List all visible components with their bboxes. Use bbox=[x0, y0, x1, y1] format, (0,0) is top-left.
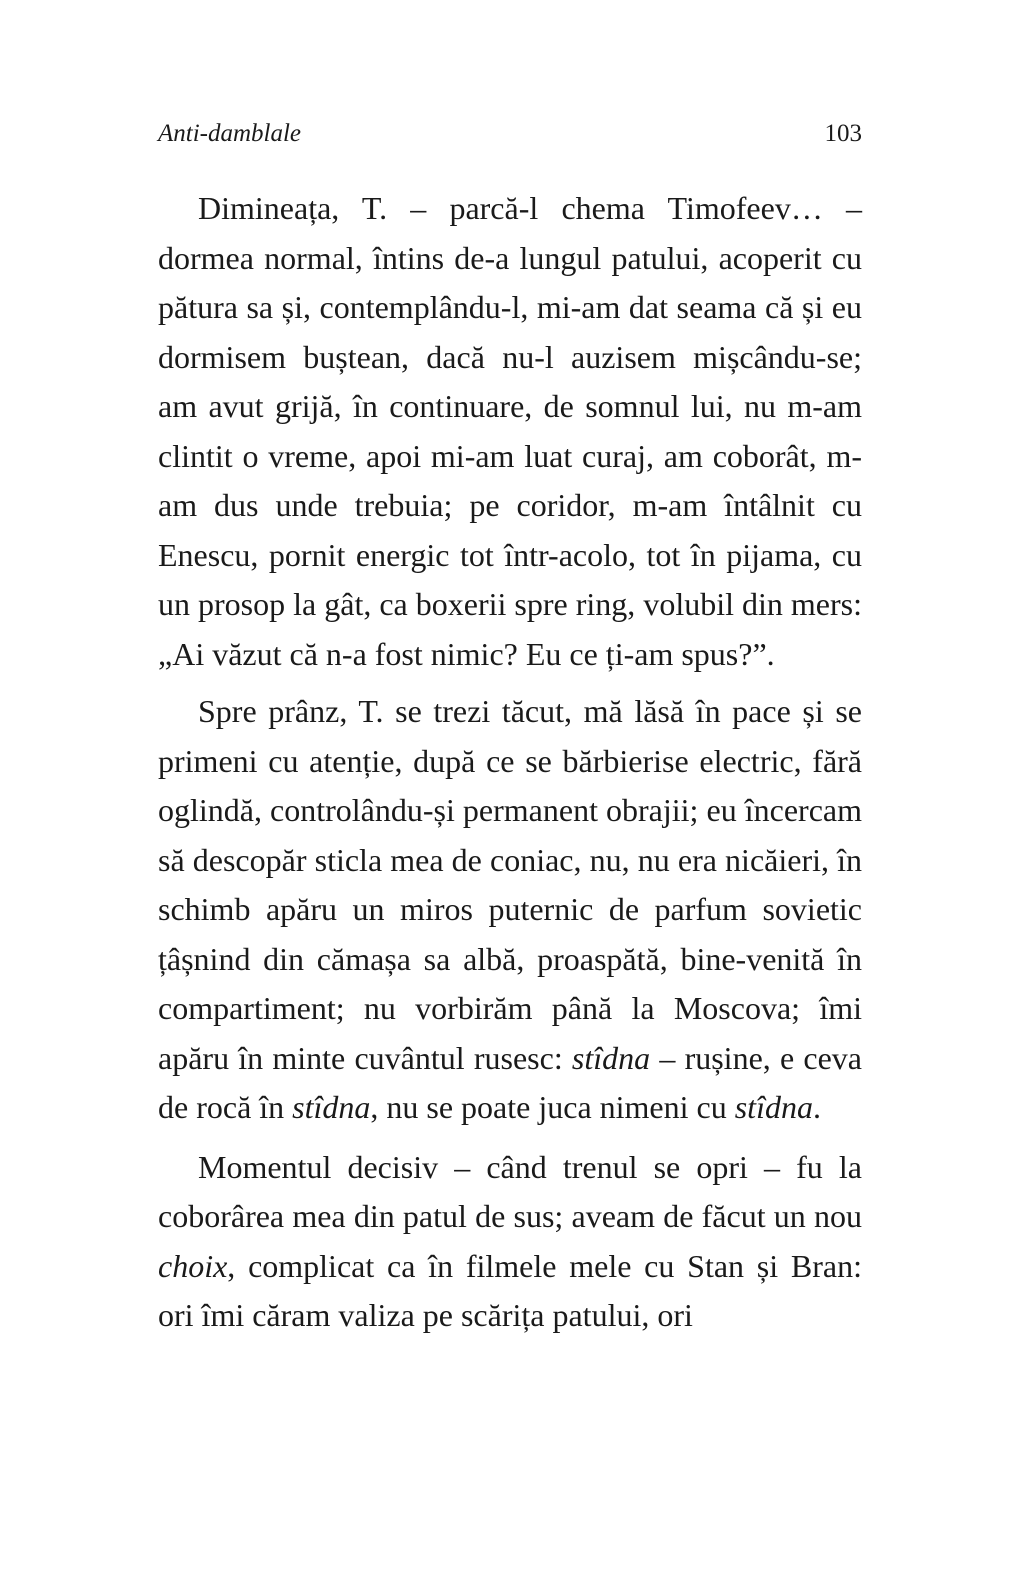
paragraph-2-text-a: Spre prânz, T. se trezi tăcut, mă lăsă în pace și se primeni cu atenție, după ce se bărbierise electric, fără oglindă, controlându-și permanent obrajii; eu încercam să descopăr sticla mea de coniac, nu, nu era nicăieri, în schimb apăru un miros puternic de parfum sovietic țâșnind din cămașa sa albă, proaspătă, bine-venită în compartiment; nu vorbirăm până la Moscova; îmi apăru în minte cuvântul rusesc: bbox=[158, 693, 862, 1076]
running-head bbox=[158, 120, 862, 148]
body-text bbox=[158, 184, 862, 1341]
italic-word: stîdna bbox=[292, 1089, 371, 1125]
running-title: Anti-damblale bbox=[158, 120, 302, 147]
paragraph-1: Dimineața, T. – parcă-l chema Timofeev… – dormea normal, întins de-a lungul patului, acoperit cu pătura sa și, contemplându-l, mi-am dat seama că și eu dormisem buștean, dacă nu-l auzisem mișcându-se; am avut grijă, în continuare, de somnul lui, nu m-am clintit o vreme, apoi mi-am luat curaj, am coborât, m-am dus unde trebuia; pe coridor, m-am întâlnit cu Enescu, pornit energic tot într-acolo, tot în pijama, cu un prosop la gât, ca boxerii spre ring, volubil din mers: „Ai văzut că n-a fost nimic? Eu ce ți-am spus?”. bbox=[158, 190, 862, 672]
paragraph-2 bbox=[158, 687, 862, 1133]
paragraph-2-text-b: – rușine, e ceva de rocă în bbox=[158, 1039, 863, 1125]
italic-word: stîdna bbox=[734, 1089, 813, 1125]
paragraph-2-text-c: , nu se poate juca nimeni cu bbox=[370, 1089, 735, 1125]
paragraph-3 bbox=[158, 1143, 862, 1341]
paragraph-3-text-b: , complicat ca în filmele mele cu Stan și Bran: ori îmi căram valiza pe scărița patului, ori bbox=[158, 1247, 862, 1333]
page-number: 103 bbox=[824, 120, 862, 147]
paragraph-2-text-d: . bbox=[812, 1089, 821, 1125]
paragraph-3-text-a: Momentul decisiv – când trenul se opri – fu la coborârea mea din patul de sus; aveam de făcut un nou bbox=[158, 1148, 862, 1234]
italic-word: choix bbox=[158, 1247, 228, 1284]
italic-word: stîdna bbox=[571, 1039, 651, 1076]
